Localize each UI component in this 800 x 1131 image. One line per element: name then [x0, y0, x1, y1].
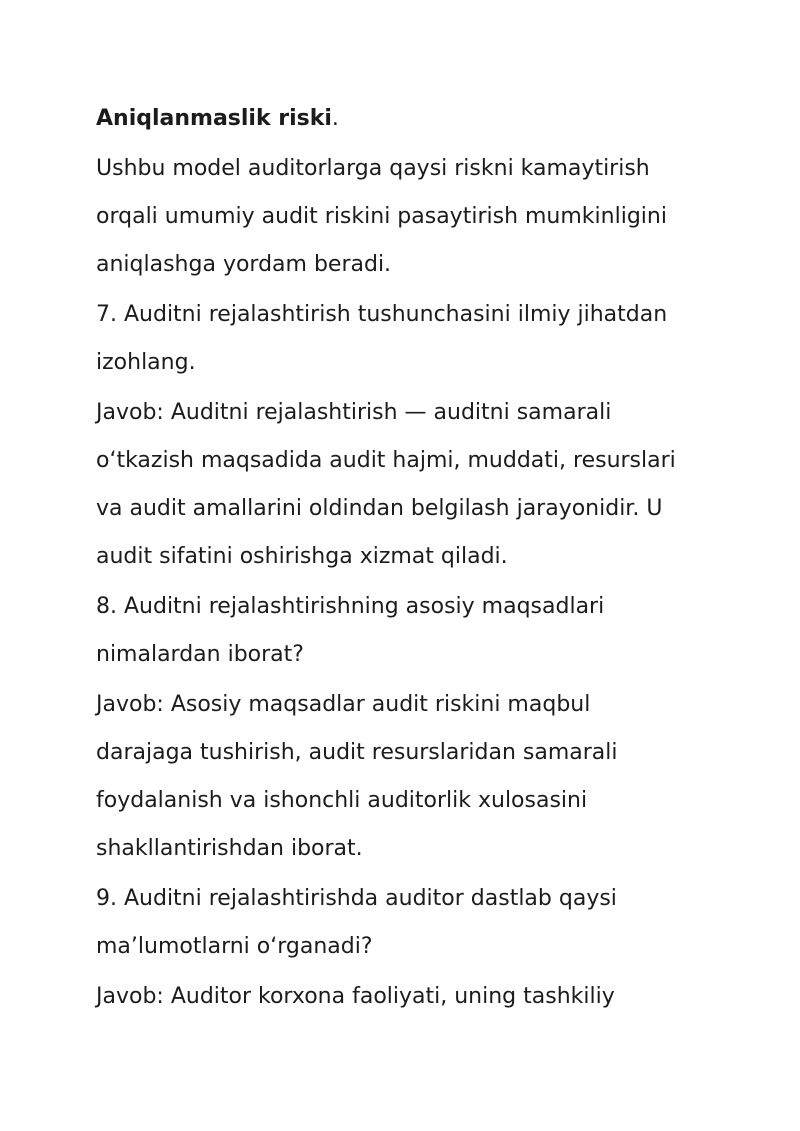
document-page [96, 95, 716, 1021]
question-8 [96, 583, 716, 679]
text-line: aniqlashga yordam beradi. [96, 252, 392, 277]
text-line: Javob: Asosiy maqsadlar audit riskini maqbul [96, 692, 591, 717]
text-line: 8. Auditni rejalashtirishning asosiy maqsadlari [96, 594, 605, 619]
text-line: orqali umumiy audit riskini pasaytirish mumkinligini [96, 204, 667, 229]
text-line: o‘tkazish maqsadida audit hajmi, muddati, resurslari [96, 448, 676, 473]
text-line: Javob: Auditor korxona faoliyati, uning tashkiliy [96, 984, 615, 1009]
text-line: audit sifatini oshirishga xizmat qiladi. [96, 544, 508, 569]
heading-bold-text: Aniqlanmaslik riski [96, 106, 332, 131]
text-line: ma’lumotlarni o‘rganadi? [96, 934, 373, 959]
text-line: Javob: Auditni rejalashtirish — auditni samarali [96, 400, 612, 425]
text-line: foydalanish va ishonchli auditorlik xulosasini [96, 788, 588, 813]
text-line: nimalardan iborat? [96, 642, 304, 667]
question-7 [96, 291, 716, 387]
text-line: va audit amallarini oldindan belgilash jarayonidir. U [96, 496, 663, 521]
answer-7 [96, 389, 716, 581]
text-line: 7. Auditni rejalashtirish tushunchasini ilmiy jihatdan [96, 302, 668, 327]
paragraph-model-description [96, 145, 716, 289]
text-line: shakllantirishdan iborat. [96, 836, 363, 861]
answer-9 [96, 973, 716, 1021]
heading-paragraph [96, 95, 716, 143]
heading-suffix: . [331, 106, 339, 131]
question-9 [96, 875, 716, 971]
text-line: 9. Auditni rejalashtirishda auditor dastlab qaysi [96, 886, 617, 911]
text-line: izohlang. [96, 350, 196, 375]
text-line: Ushbu model auditorlarga qaysi riskni kamaytirish [96, 156, 650, 181]
answer-8 [96, 681, 716, 873]
text-line: darajaga tushirish, audit resurslaridan samarali [96, 740, 618, 765]
